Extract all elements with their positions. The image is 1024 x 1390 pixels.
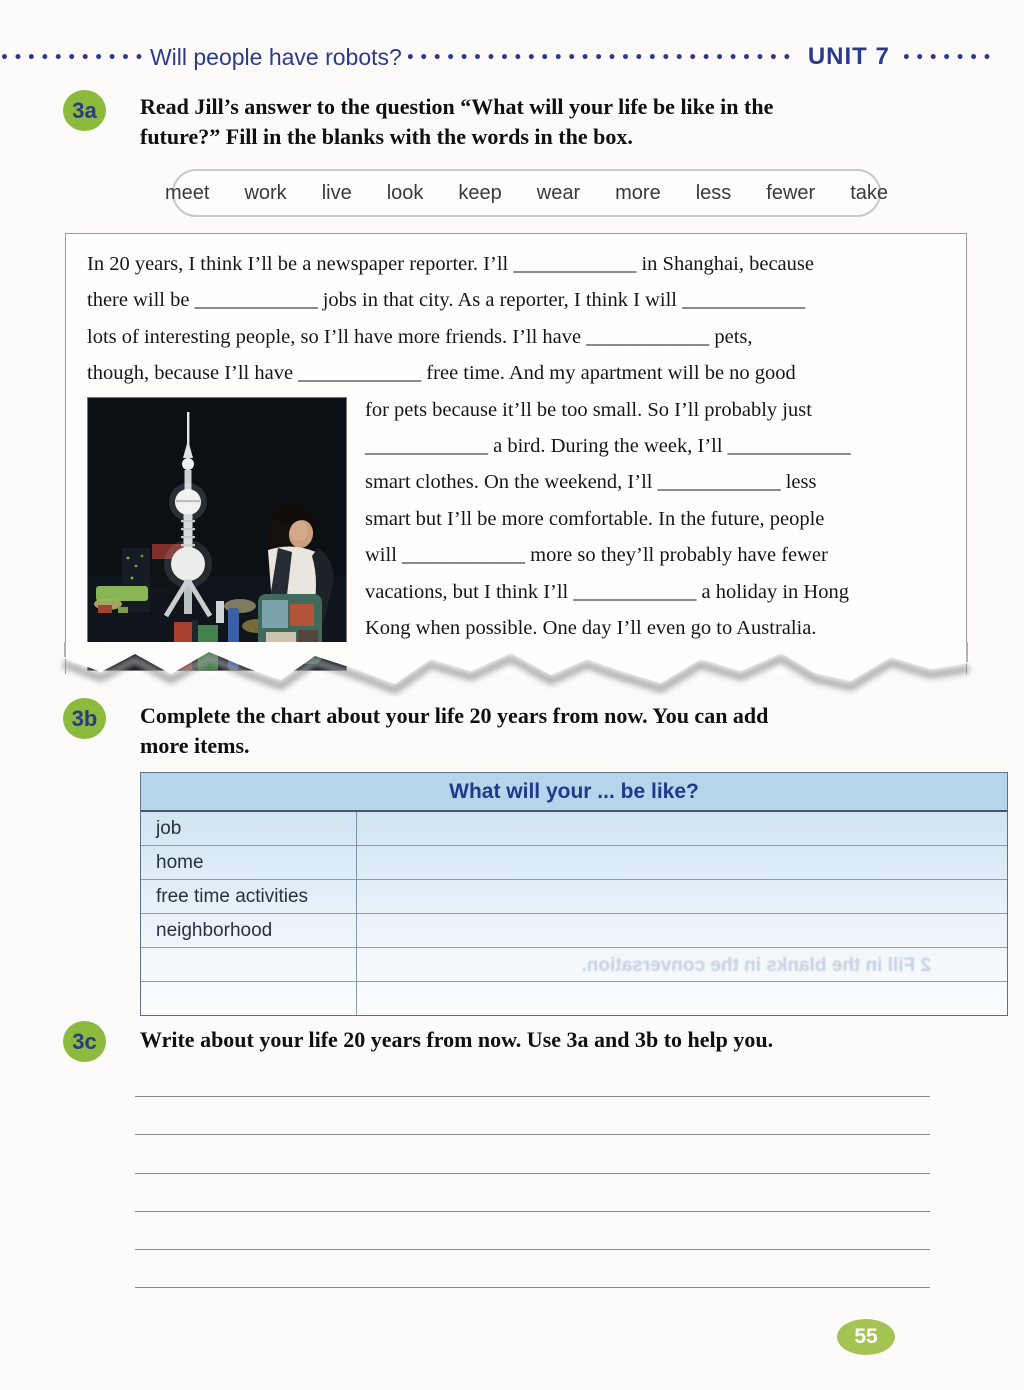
chart-row-answer-cell — [357, 914, 1007, 947]
passage-line: though, because I’ll have ____________ free time. And my apartment will be no good — [87, 362, 796, 385]
page-bleed-through-text: 2 Fill in the blanks in the conversation. — [581, 955, 931, 976]
passage-line: for pets because it’ll be too small. So I’ll probably just — [365, 398, 812, 421]
passage-line: In 20 years, I think I’ll be a newspaper reporter. I’ll ____________ in Shanghai, because — [87, 253, 814, 275]
chart-row — [141, 880, 1007, 914]
passage-photo-night-city — [87, 397, 347, 671]
word-box-word: wear — [536, 181, 581, 204]
writing-line — [135, 1249, 930, 1250]
chart-body — [141, 812, 1007, 1015]
chart-row — [141, 982, 1007, 1015]
passage-line: lots of interesting people, so I’ll have more friends. I’ll have ____________ pets, — [87, 325, 753, 348]
chart-row — [141, 846, 1007, 880]
chart-row-label: free time activities — [141, 880, 357, 913]
word-box-word: meet — [164, 181, 210, 204]
word-box-word: take — [850, 181, 889, 204]
writing-line — [135, 1173, 930, 1174]
writing-line — [135, 1096, 930, 1097]
instruction-line: Write about your life 20 years from now. Use 3a and 3b to help you. — [140, 1027, 774, 1052]
instruction-line: Read Jill’s answer to the question “What will your life be like in the — [140, 94, 774, 119]
page-header — [0, 41, 1024, 73]
unit-question-title: Will people have robots? — [149, 43, 402, 70]
chart-row-label — [141, 948, 357, 981]
writing-line — [135, 1134, 930, 1135]
passage-line: there will be ____________ jobs in that city. As a reporter, I think I will ____________ — [87, 289, 806, 312]
torn-paper-edge — [63, 642, 969, 700]
chart-row-answer-cell — [357, 846, 1007, 879]
instruction-line: future?” Fill in the blanks with the words in the box. — [140, 124, 633, 149]
word-box-word: look — [386, 181, 424, 204]
instruction-3a — [140, 92, 773, 152]
instruction-3c — [140, 1025, 773, 1055]
chart-header: What will your ... be like? — [141, 773, 1007, 812]
passage-line: Kong when possible. One day I’ll even go to Australia. — [365, 617, 817, 640]
chart-row-label: job — [141, 812, 357, 845]
instruction-line: Complete the chart about your life 20 years from now. You can add — [140, 703, 769, 728]
dotted-leader-left: ••••••••••• — [0, 50, 148, 66]
chart-row-answer-cell — [357, 880, 1007, 913]
chart-row-answer-cell — [357, 982, 1007, 1015]
writing-line — [135, 1287, 930, 1288]
future-life-chart — [140, 772, 1008, 1016]
passage-line: ____________ a bird. During the week, I’ll ____________ — [365, 435, 851, 458]
instruction-3b — [140, 701, 768, 761]
writing-line — [135, 1211, 930, 1212]
section-badge-3c: 3c — [63, 1021, 106, 1062]
section-badge-3a: 3a — [63, 90, 106, 131]
chart-row — [141, 914, 1007, 948]
chart-row-answer-cell — [357, 812, 1007, 845]
passage-line: will ____________ more so they’ll probably have fewer — [365, 544, 828, 567]
unit-number: UNIT 7 — [807, 43, 890, 70]
passage-line: vacations, but I think I’ll ____________ a holiday in Hong — [365, 580, 849, 603]
chart-row-label: neighborhood — [141, 914, 357, 947]
chart-row — [141, 812, 1007, 846]
word-box-word: live — [321, 181, 352, 204]
passage-line: smart but I’ll be more comfortable. In the future, people — [365, 507, 825, 530]
passage-line: smart clothes. On the weekend, I’ll ____________ less — [365, 471, 817, 494]
passage-part1 — [87, 246, 945, 392]
word-box-word: keep — [458, 181, 502, 204]
instruction-line: more items. — [140, 733, 250, 758]
chart-row-label — [141, 982, 357, 1015]
chart-row-label: home — [141, 846, 357, 879]
word-box — [164, 169, 889, 217]
word-box-word: fewer — [766, 181, 816, 204]
section-badge-3b: 3b — [63, 698, 106, 739]
word-box-word: less — [695, 181, 732, 204]
dotted-leader-middle: ••••••••••••••••••••••••••••• — [405, 50, 796, 66]
word-box-word: more — [615, 181, 661, 204]
writing-lines — [135, 1096, 930, 1326]
page-number-badge: 55 — [837, 1319, 895, 1355]
reading-passage-card — [65, 233, 967, 674]
dotted-leader-right: ••••••• — [901, 50, 996, 66]
word-box-word: work — [244, 181, 287, 204]
